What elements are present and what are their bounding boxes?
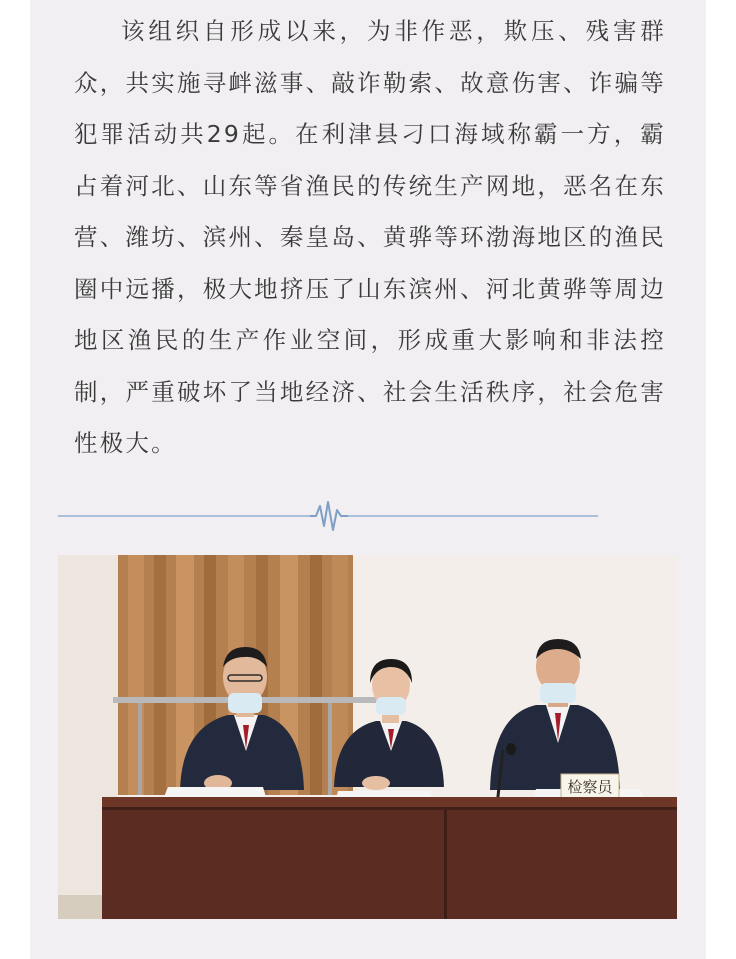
courtroom-photo — [58, 555, 677, 919]
article-paragraph: 该组织自形成以来，为非作恶，欺压、残害群众，共实施寻衅滋事、敲诈勒索、故意伤害、诈骗等犯罪活动共29起。在利津县刁口海域称霸一方，霸占着河北、山东等省渔民的传统生产网地，恶名在东营、潍坊、滨州、秦皇岛、黄骅等环渤海地区的渔民圈中远播，极大地挤压了山东滨州、河北黄骅等周边地区渔民的生产作业空间，形成重大影响和非法控制，严重破坏了当地经济、社会生活秩序，社会危害性极大。 — [74, 17, 666, 457]
nameplate — [561, 774, 619, 798]
nameplate-label: 检察员 — [567, 778, 613, 796]
pulse-divider — [58, 496, 598, 536]
desk — [102, 797, 677, 919]
